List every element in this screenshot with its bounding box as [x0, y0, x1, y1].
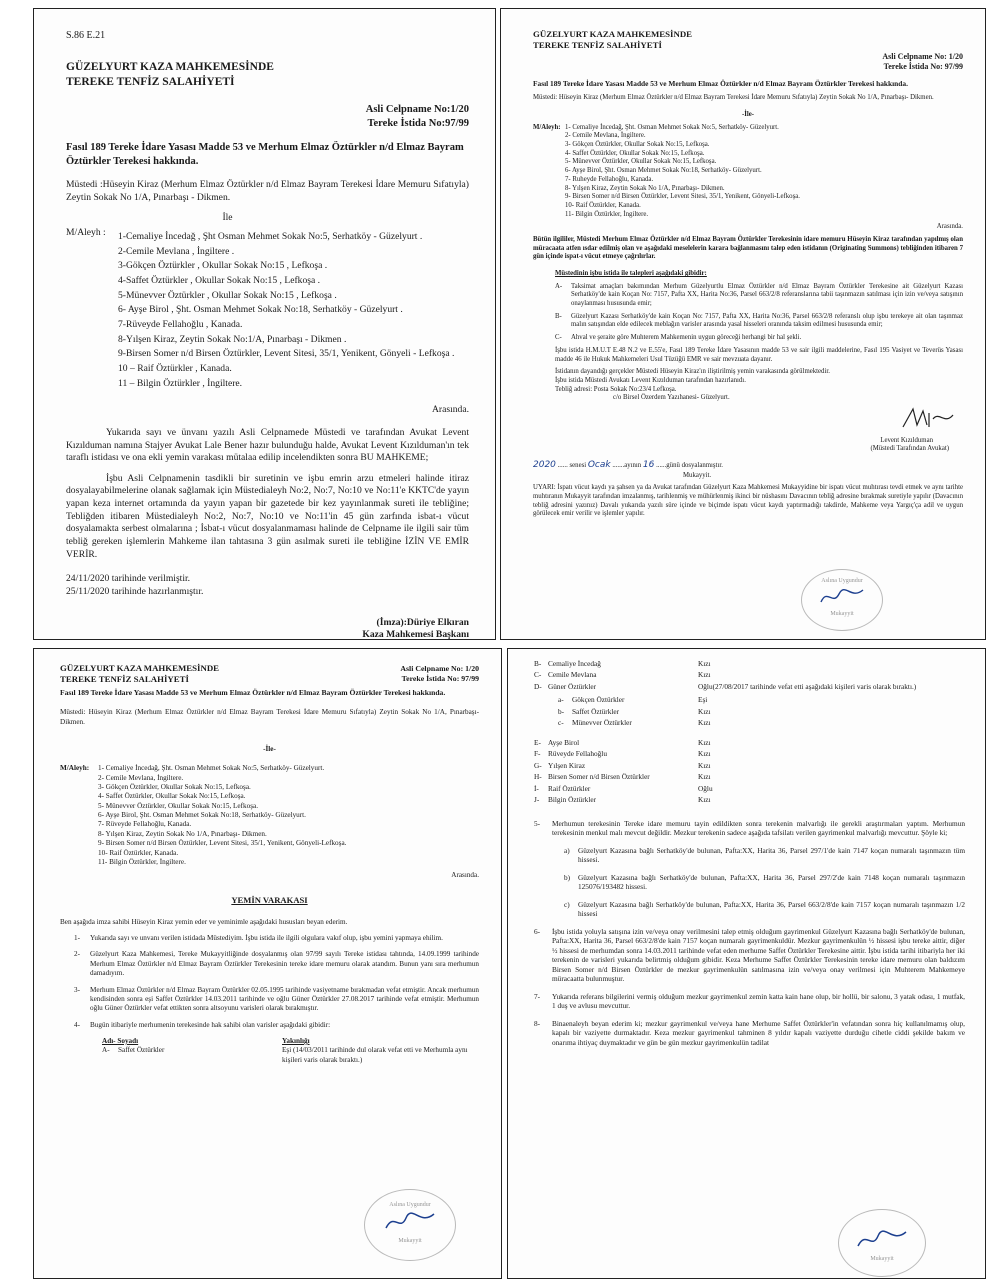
respondent-item: 6- Ayşe Birol, Şht. Osman Mehmet Sokak No:18, Serhatköy- Güzelyurt. — [98, 811, 306, 820]
affidavit-note: İstidanın dayandığı gerçekler Müstedi Hüseyin Kiraz'ın iliştirilmiş yemin varakasında görülmektedir. — [555, 368, 830, 376]
respondent-item: 6- Ayşe Birol , Şht. Osman Mehmet Sokak No:18, Serhatköy - Güzelyurt . — [118, 304, 403, 316]
heir-list — [534, 659, 965, 691]
heir-relation: Kızı — [698, 670, 711, 680]
respondent-item: 5- Münevver Öztürkler, Okullar Sokak No:15, Lefkoşa. — [565, 158, 717, 166]
respondent-item: 9- Birsen Somer n/d Birsen Öztürkler, Levent Sitesi, 35/1, Yenikent, Gönyeli-Lefkoşa. — [565, 193, 800, 201]
respondent-item: 7- Ruheyde Fellahoğlu, Kanada. — [565, 175, 654, 183]
heir-row — [534, 659, 965, 668]
heir-relation: Kızı — [698, 737, 711, 747]
arasinda: Arasında. — [431, 404, 469, 416]
respondents-block — [60, 764, 479, 867]
respondents-list — [565, 124, 800, 220]
request-item — [555, 334, 963, 343]
service-address: Tebliğ adresi: Posta Sokak No:23/4 Lefkoşa. — [555, 385, 677, 393]
respondents-label: M/Aleyh: — [60, 764, 90, 773]
heir-row — [534, 784, 965, 793]
heir-name: Rüveyde Fellahoğlu — [548, 749, 607, 759]
heir-name: Bilgin Öztürkler — [548, 795, 597, 805]
heir-name: Raif Öztürkler — [548, 783, 591, 793]
item-text: Yukarıda sayı ve unvanı verilen istidada Müstediyim. İşbu istida ile ilgili olgulara vakıf olup, işbu yemini yapmaya ehilim. — [90, 934, 443, 943]
heir-letter: E- — [534, 737, 541, 747]
request-item — [555, 283, 963, 309]
heir-relation: Kızı — [698, 760, 711, 770]
affidavit-item — [74, 934, 479, 943]
heir-row — [558, 695, 965, 704]
heir-row — [534, 761, 965, 770]
respondent-item: 2- Cemile Mevlana, İngiltere. — [565, 132, 646, 140]
affidavit-item-5: 5- Merhumun terekesinin Tereke idare memuru tayin edildikten sonra terekenin malvarlığı ile gerekli araştırmaları yaptım. Merhumun terekesinin menkul malı mevcut değildir. Mezkur terekenin sadece aşağıda tafsilatı verilen gayrimenkul malvarlığı mevcuttur. Şöyle ki; — [534, 818, 965, 838]
respondent-item: 9- Birsen Somer n/d Birsen Öztürkler, Levent Sitesi, 35/1, Yenikent, Gönyeli-Lefkoşa. — [98, 839, 347, 848]
affidavit-item-6: 6- İşbu istida yoluyla satışına izin ve/veya onay verilmesini talep etmiş olduğum gayrimenkul Güzelyurt Kazasına bağlı Serhatköy'de bulunan, Pafta:XX, Harita 36, Parsel 663/2/8'de kain 7157 koçan numaralı gayrimenkuldür. Mezkur gayrimenkulün ½ hissesi işbu tereke aittir, diğer ½ hissesi de merhumdan sonra 14.03.2011 tarihinde vefat eden merhume Saffet Öztürkler Terekesine aittir. İşbu istida tarihi itibariyla her iki terekenin de varisleri yukarıda belirtmiş olduğum gibidir. Keza Merhume Saffet Öztürkler Terekesinin tereke idare memuru olan baldızım Birsen Somer n/d Birsen Öztürkler de mezkur gayrimenkulün satılmasına izin ve/veya onay verilmesi için Muhterem Mahkemeye müracaatta bulunmuştur. — [534, 926, 965, 984]
respondent-item: 11- Bilgin Öztürkler, İngiltere. — [98, 857, 186, 866]
heir-table-header: Adı- Soyadı Yakınlığı — [102, 1037, 310, 1045]
heir-row — [534, 795, 965, 804]
property-letter: c) — [564, 899, 570, 909]
respondents-list — [118, 229, 454, 392]
respondent-item: 3-Gökçen Öztürkler , Okullar Sokak No:15 , Lefkoşa . — [118, 260, 328, 272]
judge-signature: (İmza):Düriye Elkıran — [376, 616, 469, 628]
court-header: GÜZELYURT KAZA MAHKEMESİNDE TEREKE TENFİZ SALAHİYETİ — [60, 663, 220, 684]
respondent-item: 2-Cemile Mevlana , İngiltere . — [118, 245, 235, 257]
court-stamp: Mukayyit — [838, 1209, 926, 1277]
respondent-item: 6- Ayşe Birol, Şht. Osman Mehmet Sokak No:18, Serhatköy- Güzelyurt. — [565, 167, 762, 175]
item-number: 2- — [74, 950, 80, 959]
property-item — [564, 873, 965, 892]
applicant: Müstedi: Hüseyin Kiraz (Merhum Elmaz Öztürkler n/d Elmaz Bayram Terekesi İdare Memuru Sıfatıyla) Zeytin Sokak No 1/A, Pınarbaşı- Dikmen. — [533, 94, 934, 102]
respondent-item: 4-Saffet Öztürkler , Okullar Sokak No:15 , Lefkoşa . — [118, 274, 321, 286]
applicant: Müstedi: Hüseyin Kiraz (Merhum Elmaz Öztürkler n/d Elmaz Bayram Terekesi İdare Memuru Sıfatıyla) Zeytin Sokak No 1/A, Pınarbaşı- Dikmen. — [60, 708, 479, 726]
heir-row: A- Saffet Öztürkler Eşi (14/03/2011 tarihinde dul olarak vefat etti ve Merhumla aynı kişileri varis olarak bıraktı.) — [102, 1046, 468, 1064]
heir-relation: Kızı — [698, 706, 711, 716]
heir-letter: a- — [558, 695, 564, 705]
heir-row — [558, 707, 965, 716]
ile-separator: -İle- — [741, 111, 755, 119]
item-number: 4- — [74, 1020, 80, 1029]
request-item — [555, 313, 963, 330]
affidavit-intro: Ben aşağıda imza sahibi Hüseyin Kiraz yemin eder ve yeminimle aşağıdaki hususları beyan ederim. — [60, 917, 348, 926]
respondent-item: 10- Raif Öztürkler, Kanada. — [98, 848, 179, 857]
request-text: Ahval ve şeraite göre Muhterem Mahkemenin uygun göreceği herhangi bir hal şekli. — [571, 334, 802, 342]
property-text: Güzelyurt Kazasına bağlı Serhatköy'de bulunan, Pafta:XX, Harita 36, Parsel 297/2'de kain 7148 koçan numaralı taşınmazın 125076/193482 hissesi. — [578, 872, 965, 892]
property-item — [564, 846, 965, 865]
case-info: Asli Celpname No:1/20 Tereke İstida No:97/99 — [365, 103, 469, 130]
applicant: Müstedi :Hüseyin Kiraz (Merhum Elmaz Öztürkler n/d Elmaz Bayram Terekesi İdare Memuru Sıfatıyla) Zeytin Sokak No 1/A, Pınarbaşı - Dikmen. — [66, 179, 469, 203]
heir-row — [534, 772, 965, 781]
lawyer-title: (Müstedi Tarafından Avukat) — [870, 445, 949, 453]
affidavit-item — [74, 950, 479, 978]
respondent-item: 11- Bilgin Öztürkler, İngiltere. — [565, 210, 649, 218]
affidavit-item-8: 8- Binaenaleyh beyan ederim ki; mezkur gayrimenkul ve/veya hane Merhume Saffet Öztürkler'in vefatından sonra hiç kullanılmamış olup, kapalı bir vaziyette durmaktadır. Keza mezkur gayrimenkul tahminen 8 yıldır kapalı vaziyette durduğu cihetle ciddi şekilde bakım ve onarıma ihtiyaç duymaktadır ve gün be gün mezkur gayrimenkulün tadilat — [534, 1018, 965, 1047]
heir-name: Cemaliye İncedağ — [548, 659, 601, 668]
heir-relation: Oğlu(27/08/2017 tarihinde vefat etti aşağıdaki kişileri varis olarak bıraktı.) — [698, 681, 917, 691]
respondents-list — [98, 764, 346, 867]
affidavit-items — [60, 934, 479, 1030]
property-list — [534, 846, 965, 919]
property-text: Güzelyurt Kazasına bağlı Serhatköy'de bulunan, Pafta:XX, Harita 36, Parsel 297/1'de kain 7147 koçan numaralı taşınmazın tüm hissesi. — [578, 845, 965, 865]
property-text: Güzelyurt Kazasına bağlı Serhatköy'de bulunan, Pafta:XX, Harita 36, Parsel 663/2/8'de kain 7157 koçan numaralı taşınmazın 1/2 hissesi — [578, 899, 965, 919]
affidavit-item — [74, 1021, 479, 1030]
heir-name: Yılşen Kiraz — [548, 760, 586, 770]
heir-letter: C- — [534, 670, 542, 680]
respondent-item: 3- Gökçen Öztürkler, Okullar Sokak No:15, Lefkoşa. — [565, 141, 710, 149]
document-page-1 — [33, 8, 496, 640]
heir-name: Münevver Öztürkler — [572, 718, 632, 728]
heir-relation: Kızı — [698, 749, 711, 759]
ile-separator: -İle- — [263, 744, 276, 753]
item-text: Bugün itibariyle merhumenin terekesinde hak sahibi olan varisler aşağıdaki gibidir: — [90, 1020, 331, 1029]
heir-row — [534, 738, 965, 747]
heir-letter: c- — [558, 718, 564, 728]
item-text: Merhum Elmaz Öztürkler n/d Elmaz Bayram Öztürkler 02.05.1995 tarihinde vasiyetname bırakmadan vefat etmiştir. Ancak merhumun kendisinden sonra eşi Saffet Öztürkler 14.03.2011 tarihinde ve oğlu Güner Öztürkler 27.08.2017 tarihinde vefat etmiştir. Merhumun oğlu Güner Öztürkler vefat ettikten sonra altsoyunu varisleri olarak bırakmıştır. — [90, 985, 479, 1013]
respondent-item: 8- Yılşen Kiraz, Zeytin Sokak No 1/A, Pınarbaşı- Dikmen. — [565, 184, 725, 192]
request-text: Taksimat amaçları bakımından Merhum Güzelyurtlu Elmaz Öztürkler n/d Elmaz Bayram Öztürkler Terekesine ait Güzelyurt Kazası Serhatköy'de kain Koçan No: 7157, Pafta XX, Harita No:36, Parsel 663/2/8 referanslarına tabii taşınmazın satılması için izin ve/veya satışının onaylanması hususunda emir; — [571, 282, 963, 308]
court-stamp: Aslına Uygundur Mukayyit — [801, 569, 883, 631]
case-info: Asli Celpname No: 1/20 Tereke İstida No: 97/99 — [400, 664, 479, 684]
respondent-item: 3- Gökçen Öztürkler, Okullar Sokak No:15, Lefkoşa. — [98, 783, 251, 791]
request-letter: A- — [555, 282, 563, 290]
registrar-label: Mukayyit. — [683, 471, 712, 479]
heir-letter: İ- — [534, 783, 539, 793]
heir-letter: B- — [534, 659, 542, 668]
respondent-item: 1- Cemaliye İncedağ, Şht. Osman Mehmet Sokak No:5, Serhatköy- Güzelyurt. — [98, 764, 325, 773]
document-page-2 — [500, 8, 986, 640]
heir-letter: F- — [534, 749, 541, 759]
respondent-item: 1- Cemaliye İncedağ, Şht. Osman Mehmet Sokak No:5, Serhatköy- Güzelyurt. — [565, 123, 779, 131]
ile-separator: İle — [222, 212, 233, 224]
heir-letter: G- — [534, 760, 542, 770]
document-reference: S.86 E.21 — [66, 30, 106, 41]
heir-row — [534, 749, 965, 758]
order-paragraph-2: İşbu Asli Celpnamenin tasdikli bir suretinin ve işbu emrin arzu etmeleri halinde itiraz dosyalayabilmelerine olanak sağlamak için Müstedialeyh No:2, No:7, No:10 ve No:11'e KKTC'de yayın yapan keza internet ortamında da yayın yapan bir gazetede bir kez yayınlanmak sureti ile tebliğine; Tebliğden itibaren Müstedialeyh No:2, No:7, No:10 ve No:11'in 45 gün zarfında isbat-ı vücut dosyalamakta serbest olmalarına ; İsbat-ı vücut dosyalanmaması halinde de Celpname ile ilgili sair tüm tebliğ gereken işlemlerin Mahkeme ilan tahtasına 3 gün asılmak sureti ile tebliğine İZİN VE EMİR VERİR. — [66, 472, 469, 560]
document-page-4 — [507, 648, 986, 1279]
case-subject: Fasıl 189 Tereke İdare Yasası Madde 53 ve Merhum Elmaz Öztürkler n/d Elmaz Bayram Öztürkler Terekesi hakkında. — [66, 142, 464, 168]
order-paragraph-1: Yukarıda sayı ve ünvanı yazılı Asli Celpnamede Müstedi ve tarafından Avukat Levent Kızılduman namına Stajyer Avukat Lale Bener hazır bulunduğu halde, Avukat Levent Kızılduman'ın tek taraflı istidası ve ona ekli yemin varakası mütalaa edilip incelendikten sonra BU MAHKEME; — [66, 426, 469, 464]
arasinda: Arasında. — [936, 223, 963, 231]
heir-row — [534, 670, 965, 679]
respondent-item: 11 – Bilgin Öztürkler , İngiltere. — [118, 377, 243, 389]
heir-name: Cemile Mevlana — [548, 670, 597, 680]
heir-list-2 — [534, 738, 965, 805]
lawyer-signature-mark — [533, 405, 963, 437]
case-info: Asli Celpname No: 1/20 Tereke İstida No: 97/99 — [882, 52, 963, 72]
affidavit-item-7: 7- Yukarıda referans bilgilerini vermiş olduğum mezkur gayrimenkul zemin katta kain hane olup, bir hollü, bir salonu, 3 yatak odası, 1 mutfak, 1 duş ve avlusu mevcuttur. — [534, 991, 965, 1011]
respondents-label: M/Aleyh : — [66, 226, 106, 238]
item-number: 3- — [74, 985, 80, 994]
request-letter: C- — [555, 334, 562, 342]
respondent-item: 5- Münevver Öztürkler, Okullar Sokak No:15, Lefkoşa. — [98, 801, 258, 810]
heir-name: Ayşe Birol — [548, 737, 580, 747]
respondent-item: 4- Saffet Öztürkler, Okullar Sokak No:15, Lefkoşa. — [565, 149, 705, 157]
respondent-item: 7- Rüveyde Fellahoğlu, Kanada. — [98, 820, 192, 829]
filing-line: 2020 ...... senesi Ocak .......ayının 16 ......günü dosyalanmıştır. — [533, 460, 723, 471]
heir-relation: Kızı — [698, 718, 711, 728]
affidavit-title: YEMİN VARAKASI — [231, 894, 308, 905]
respondents-block — [66, 227, 469, 394]
heir-letter: b- — [558, 706, 565, 716]
respondents-block — [533, 124, 963, 220]
heir-letter: J- — [534, 795, 540, 805]
heir-name: Güner Öztürkler — [548, 681, 597, 691]
document-page-3 — [33, 648, 502, 1279]
heir-name: Gökçen Öztürkler — [572, 695, 625, 705]
property-letter: a) — [564, 845, 570, 855]
prepared-date: 25/11/2020 tarihinde hazırlanmıştır. — [66, 586, 204, 598]
heir-relation: Kızı — [698, 772, 711, 782]
respondent-item: 2- Cemile Mevlana, İngiltere. — [98, 773, 184, 782]
order-date: 24/11/2020 tarihinde verilmiştir. — [66, 573, 191, 585]
warning-note: UYARI: İspatı vücut kaydı ya şahsen ya da Avukat tarafından Güzelyurt Kaza Mahkemesi Mukayyidine bir ispatı vücut muhtırası tevdi etmek ve aynı tarihte muhtıranın Mukayyit tarafından imzalanmış, tarihlenmiş ve mühürlenmiş ikinci bir nüshasını Davacının tebliğ adresine bırakmak suretiyle yapılır (Davacının tebliğ adresini yazınız) Davalı yukarıda yazılı süre içinde ve biçimde ispatı vücut kaydı yaptırmadığı takdirde, Mahkeme veya Yargıç'ça adil ve uygun görülecek emir verilir ve işlemler yapılır. — [533, 484, 963, 518]
respondents-label: M/Aleyh: — [533, 123, 561, 131]
request-letter: B- — [555, 312, 562, 320]
heir-relation: Kızı — [698, 795, 711, 805]
property-letter: b) — [564, 872, 571, 882]
request-text: Güzelyurt Kazası Serhatköy'de kain Koçan No: 7157, Pafta XX, Harita No:36, Parsel 663/2/8 referanslı olup işbu terekeye ait olan taşınmaz malın satışından elde edilecek meblağın varisler arasında yasal hisseleri oranında taksim edilmesi hususunda emir; — [571, 312, 963, 329]
respondent-item: 9-Birsen Somer n/d Birsen Öztürkler, Levent Sitesi, 35/1, Yenikent, Gönyeli - Lefkoşa . — [118, 348, 455, 360]
respondent-item: 8-Yılşen Kiraz, Zeytin Sokak No:1/A, Pınarbaşı - Dikmen . — [118, 333, 347, 345]
heir-letter: D- — [534, 681, 542, 691]
heir-row — [558, 718, 965, 727]
heir-letter: H- — [534, 772, 542, 782]
court-header: GÜZELYURT KAZA MAHKEMESİNDE TEREKE TENFİZ SALAHİYETİ — [66, 61, 274, 88]
respondent-item: 8- Yılşen Kiraz, Zeytin Sokak No 1/A, Pınarbaşı- Dikmen. — [98, 829, 267, 838]
heir-relation: Oğlu — [698, 783, 713, 793]
sub-heir-list — [534, 695, 965, 727]
heir-relation: Kızı — [698, 659, 711, 668]
heir-relation: Eşi — [698, 695, 708, 705]
court-header: GÜZELYURT KAZA MAHKEMESİNDE TEREKE TENFİZ SALAHİYETİ — [533, 29, 693, 50]
court-stamp: Aslına Uygundur Mukayyit — [364, 1189, 456, 1261]
affidavit-item — [74, 986, 479, 1014]
heir-row — [534, 682, 965, 691]
respondent-item: 1-Cemaliye İncedağ , Şht Osman Mehmet Sokak No:5, Serhatköy - Güzelyurt . — [118, 230, 423, 242]
respondent-item: 5-Münevver Öztürkler , Okullar Sokak No:15 , Lefkoşa . — [118, 289, 337, 301]
case-subject: Fasıl 189 Tereke İdare Yasası Madde 53 ve Merhum Elmaz Öztürkler n/d Elmaz Bayram Öztürkler Terekesi hakkında. — [533, 78, 908, 88]
case-subject: Fasıl 189 Tereke İdare Yasası Madde 53 ve Merhum Elmaz Öztürkler n/d Elmaz Bayram Öztürkler Terekesi hakkında. — [60, 688, 446, 698]
lawyer-name: Levent Kızılduman — [880, 436, 933, 444]
respondent-item: 4- Saffet Öztürkler, Okullar Sokak No:15, Lefkoşa. — [98, 792, 246, 801]
respondent-item: 7-Rüveyde Fellahoğlu , Kanada. — [118, 318, 243, 330]
item-text: Güzelyurt Kaza Mahkemesi, Tereke Mukayyitliğinde dosyalanmış olan 97/99 sayılı Tereke istidası tahtında, 14.09.1999 tarihinde Merhum Elmaz Öztürkler n/d Elmaz Bayram Öztürkler Terekesinin tereke idare memuru olarak atandım. Bunun yanı sıra merhumun damadıyım. — [90, 950, 479, 978]
requests-list — [533, 283, 963, 343]
heir-name: Birsen Somer n/d Birsen Öztürkler — [548, 772, 650, 782]
summons-intro: Bütün ilgililer, Müstedi Merhum Elmaz Öztürkler n/d Elmaz Bayram Öztürkler Terekesinin idare memuru Hüseyin Kiraz tarafından yapılmış olan müracaata atfen ısdar edilmiş olan ve aşağıdaki meselelerin karara bağlanmasını talep eden istidanın (Originating Summons) tebliğinden itibaren 7 gün içinde ispat-ı vücut etmeye çağrılırlar. — [533, 235, 963, 261]
legal-basis: İşbu istida H.M.U.T E.48 N.2 ve E.55'e, Fasıl 189 Tereke İdare Yasasının madde 53 ve sair ilgili maddelerine, Fasıl 195 Vasiyet ve Teverüs Yasası madde 46 ile Hukuk Mahkemeleri Usul Tüzüğü EMR ve sair mevzuata dayanır. — [555, 346, 963, 363]
arasinda: Arasında. — [451, 871, 479, 880]
heir-name: Saffet Öztürkler — [572, 706, 620, 716]
item-number: 1- — [74, 934, 80, 943]
service-address-2: c/o Birsel Özerdem Yazıhanesi- Güzelyurt. — [613, 394, 730, 402]
judge-title: Kaza Mahkemesi Başkanı — [362, 629, 469, 640]
prepared-by: İşbu istida Müstedi Avukatı Levent Kızılduman tarafından hazırlanıdı. — [555, 376, 746, 384]
requests-title: Müstedinin işbu istida ile talepleri aşağıdaki gibidir: — [555, 270, 707, 278]
respondent-item: 10- Raif Öztürkler, Kanada. — [565, 201, 641, 209]
property-item — [564, 900, 965, 919]
respondent-item: 10 – Raif Öztürkler , Kanada. — [118, 362, 232, 374]
